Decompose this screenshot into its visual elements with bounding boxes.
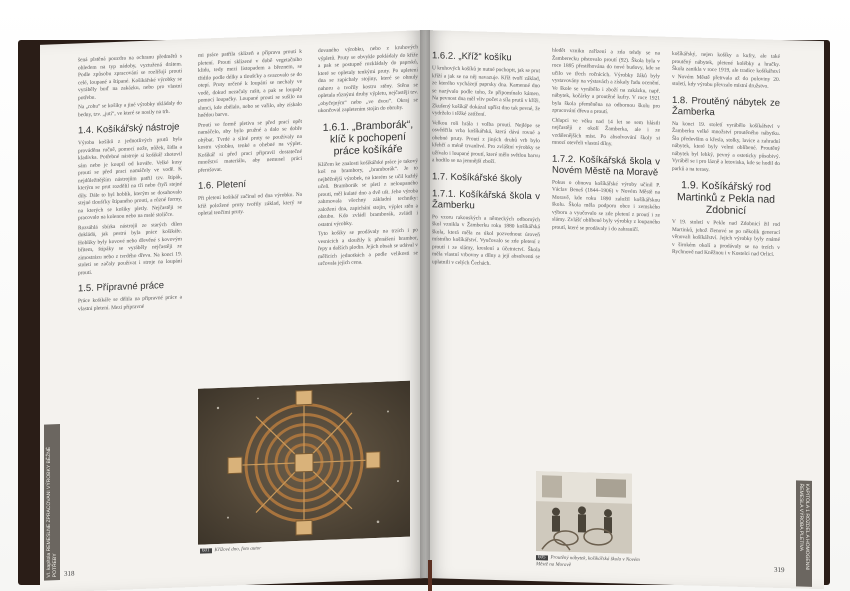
section-heading: 1.6. Pletení	[198, 178, 247, 192]
chapter-title: ROZDEL A HOMOGENNI ŘEMESLA	[798, 483, 810, 571]
paragraph: Výroba košíků z jednotlivých prutů byla prováděna ručně, pomocí nože, nůžek, šídla a kladívka. Potřebné nástroje si košíkář zhotovil sám nebo je koupil od kováře. Velké kusy proutí se před prací namáčely ve vodě. K nejdůležitějším nástrojům patřil tzv. štípák, kterým se prut rozdělil na tři nebo čtyři stejné díly. Dále to byl hoblík, kterým se dosahovalo stejné tloušťky štípaného proutí, a různé formy, na kterých se košíky pletly. Nejčastěji se pracovalo na kolenou nebo na malé stoličce.	[78, 136, 182, 222]
section-heading: 1.7.2. Košíkářská škola v Novém Městě na Moravě	[552, 153, 660, 179]
section-heading: 1.7. Košíkářské školy	[432, 170, 522, 185]
right-column-2	[552, 48, 660, 481]
section-heading: 1.9. Košíkářský rod Martinků z Pekla nad Zdobnicí	[676, 179, 776, 217]
basket-weaving-photo	[198, 381, 410, 545]
chapter-title: REMESLNE ZPRACOVANI	[46, 490, 52, 552]
left-column-2	[198, 49, 302, 383]
paragraph: Proutí ve formě pletiva se před prací opět namáčelo, aby bylo pružné a dalo se dobře ohýbat. Tvrdé a silné pruty se používaly na kostru výrobku, tenké a ohebné na výplet. Košíkář si před prací připravil dostatečné množství materiálu, aby nemusel práci přerušovat.	[198, 118, 302, 174]
paragraph: šená plstěná pouzdra na ochranu předmětů s ohledem na typ nádoby, vyztužená drátem. Podle způsobu zpracování se rozlišují proutí celé, loupané a štípané. Košíkářské výrobky se vyráběly buď na zakázku, nebo pro vlastní potřebu.	[78, 53, 182, 101]
paragraph: Na konci 19. století vyrábělo košíkářství v Žamberku velké množství proutěného nábytku. Šlo především o křesla, stolky, lavice a zahradní nábytek, které byly velmi oblíbené. Proutěný nábytek byl lehký, pevný a esteticky působivý. Vyráběl se i pro lázně a letoviska, kde se hodil do parků a na terasy.	[672, 120, 780, 173]
paragraph: Pokus o obnovu košíkářské výroby učinil P. Václav Beneš (1844–1906) v Novém Městě na Moravě, kde roku 1890 založil košíkářskou školu. Škola měla podporu obce i zemského výboru a vyučovalo se zde pletení z proutí i ze slámy. Zvlášť oblíbené byly výrobky z loupaného proutí, které se prodávaly i do zahraničí.	[552, 179, 660, 233]
section-heading: 1.7.1. Košíkářská škola v Žamberku	[432, 187, 540, 211]
left-column-1	[78, 53, 182, 315]
paragraph: U kruhových košíků je nutné pochopit, jak se prut kříží a jak se na něj navazuje. Kříž tvoří základ, ze kterého vycházejí paprsky dna. Kamenné dno se nazývalo podle toho, že připomínalo kámen. Na pevnost dna měl vliv počet a síla prutů v kříži. Zkušený košíkář dokázal upříst dno tak pevné, že vydrželo i těžké zatížení.	[432, 65, 540, 118]
paragraph: Při pletení košíkář začínal od dna výrobku. Na kříž položené pruty tvořily základ, který se opletal tenčími pruty.	[198, 191, 302, 217]
chapter-tab	[44, 424, 60, 581]
paragraph: Velkou roli hrála i volba proutí. Nejlépe se osvědčila vrba košíkářská, která dává rovné a ohebné pruty. Proutí z jiných druhů vrb bylo křehčí a méně trvanlivé. Pro zvláštní výrobky se užívalo i loupané proutí, které mělo světlou barvu a hodilo se na jemnější zboží.	[432, 119, 540, 166]
chapter-label: VI. kapitola	[46, 552, 52, 578]
chapter-subtitle: VÝROBA PLETIVA	[798, 508, 804, 552]
paragraph: dovaného výrobku, nebo z kruhových výpletů. Pruty se obvykle pokládaly do kříže a pak se postupně rozkládaly do paprsků, které se opletaly tenkými pruty. Po upletení dna se zapíchaly stojiny, které se ohnuly nahoru a tvořily kostru stěny. Stěna se opletala různými druhy výpletu, nejčastěji tzv. „obyčejným“ nebo „ve dvou“. Okraj se ukončoval zapletením stojin do obruby.	[318, 44, 418, 115]
photo-caption	[536, 555, 646, 571]
paragraph: Chlapci ve věku nad 14 let se sem hlásili nejčastěji z okolí Žamberka, ale i ze vzdálenějších míst. Po absolvování školy si mnozí otevřeli vlastní dílny.	[552, 117, 660, 148]
page-number: 319	[774, 565, 785, 575]
book-gutter	[420, 30, 430, 578]
section-heading: 1.6.1. „Bramborák“, klíč k pochopení práce košíkáře	[322, 117, 414, 158]
paragraph: hledět vzniku zařízení a zda tehdy se na Žamberecku pěstovalo proutí (92). Škola byla v roce 1895 přestěhována do nové budovy, kde se učilo ve třech ročnících. Výrobky žáků byly vystavovány na výstavách a získaly řadu ocenění. Ve škole se vyrábělo i zboží na zakázku, např. nábytek, kočárky a proutěné kufry. V roce 1921 byla škola přeměněna na odbornou školu pro zpracování dřeva a proutí.	[552, 47, 660, 116]
paragraph: košíkářský, nejen košíky a kufry, ale také proutěný nábytek, pletené kolébky a hračky. Škola zanikla v roce 1919, ale tradice košíkářství v Novém Městě přetrvala až do poloviny 20. století, kdy výrobu převzalo místní družstvo.	[672, 50, 780, 90]
paragraph: V 19. století v Pekle nad Zdobnicí žil rod Martinků, jehož členové se po několik generací věnovali košíkářství. Jejich výrobky byly známé v širokém okolí a prodávaly se na trzích v Rychnově nad Kněžnou i v Kostelci nad Orlicí.	[672, 218, 780, 258]
paragraph: Práce košíkáře se dělila na přípravné práce a vlastní pletení. Mezi přípravné	[78, 294, 182, 312]
right-column-1	[432, 44, 540, 271]
paragraph: Klíčem ke znalosti košíkářské práce je takový koš na brambory, „bramborák“. Je to nejběžnější výrobek, na kterém se učil každý učeň. Bramborák se pletl z neloupaného proutí, měl kulaté dno a dvě uši. Jeho výroba zahrnovala všechny základní techniky: založení dna, zapíchání stojin, výplet stěn a obrubu. Kdo zvládl bramborák, zvládl i ostatní výrobky.	[318, 157, 418, 228]
paragraph: Rozsáhlá sbírka nástrojů ze starých dílen dokládá, jak pestrá byla práce košíkáře. Hoblíky byly kovové nebo dřevěné s kovovým břitem, štípáky se vyráběly nejčastěji ze zimostrázu nebo z tvrdého dřeva. Na konci 19. století se začaly používat i stroje na loupání proutí.	[78, 220, 182, 276]
paragraph: mi práce patřila sklizeň a příprava proutí k pletení. Proutí sklízené v době vegetačního klidu, tedy mezi listopadem a březnem, se třídilo podle délky a tloušťky a svazovalo se do otepí. Pruty určené k loupání se nechaly ve vodě, dokud nezačaly rašit, a pak se loupaly pomocí loupačky. Loupané proutí se sušilo na slunci, kde zbělalo, nebo se vařilo, aby získalo hnědou barvu.	[198, 48, 302, 119]
paragraph: Tyto košíky se prodávaly na trzích i po vesnicích a sloužily k přenášení brambor, řepy a dalších plodin. Jejich obsah se udával v měřicích jednotkách a podle velikosti se určovala jejich cena.	[318, 227, 418, 268]
historical-photo	[536, 471, 632, 554]
left-column-3	[318, 44, 418, 378]
section-heading: 1.6.2. „Kříž“ košíku	[432, 50, 512, 64]
chapter-tab	[796, 480, 812, 586]
page-number: 318	[64, 569, 75, 578]
section-heading: 1.8. Proutěný nábytek ze Žamberka	[672, 94, 780, 118]
left-page	[40, 30, 426, 591]
paragraph: Po vzoru rakouských a německých odborných škol vznikla v Žamberku roku 1880 košíkářská škola, která měla za úkol pozvednout úroveň místního košíkářství. Vyučovalo se zde pletení z proutí i ze slámy, kreslení a účetnictví. Škola měla vlastní vrbovny a dílny a její absolventi se uplatnili v celých Čechách.	[432, 213, 540, 267]
caption-number: 601	[202, 548, 210, 554]
chapter-subtitle: VÝROBKY BĚŽNÉ POTŘEBY	[46, 446, 58, 578]
section-heading: 1.4. Košíkářský nástroje	[78, 121, 180, 137]
caption-text: Proutěný nábytek, košíkářská škola v Novém Městě na Moravě	[536, 555, 640, 568]
caption-text: Křížové dno, foto autor	[214, 546, 262, 554]
bookmark-ribbon	[428, 560, 432, 591]
right-page	[424, 30, 824, 589]
caption-number: 605	[538, 555, 546, 561]
chapter-label: KAPITOLA 1	[804, 483, 810, 513]
section-heading: 1.5. Přípravné práce	[78, 280, 165, 295]
paragraph: Na „rohu“ se košíky a jiné výrobky ukládaly do bedny, tzv. „jutí“, ve které se nosily na trh.	[78, 100, 182, 118]
right-column-3	[672, 51, 780, 262]
